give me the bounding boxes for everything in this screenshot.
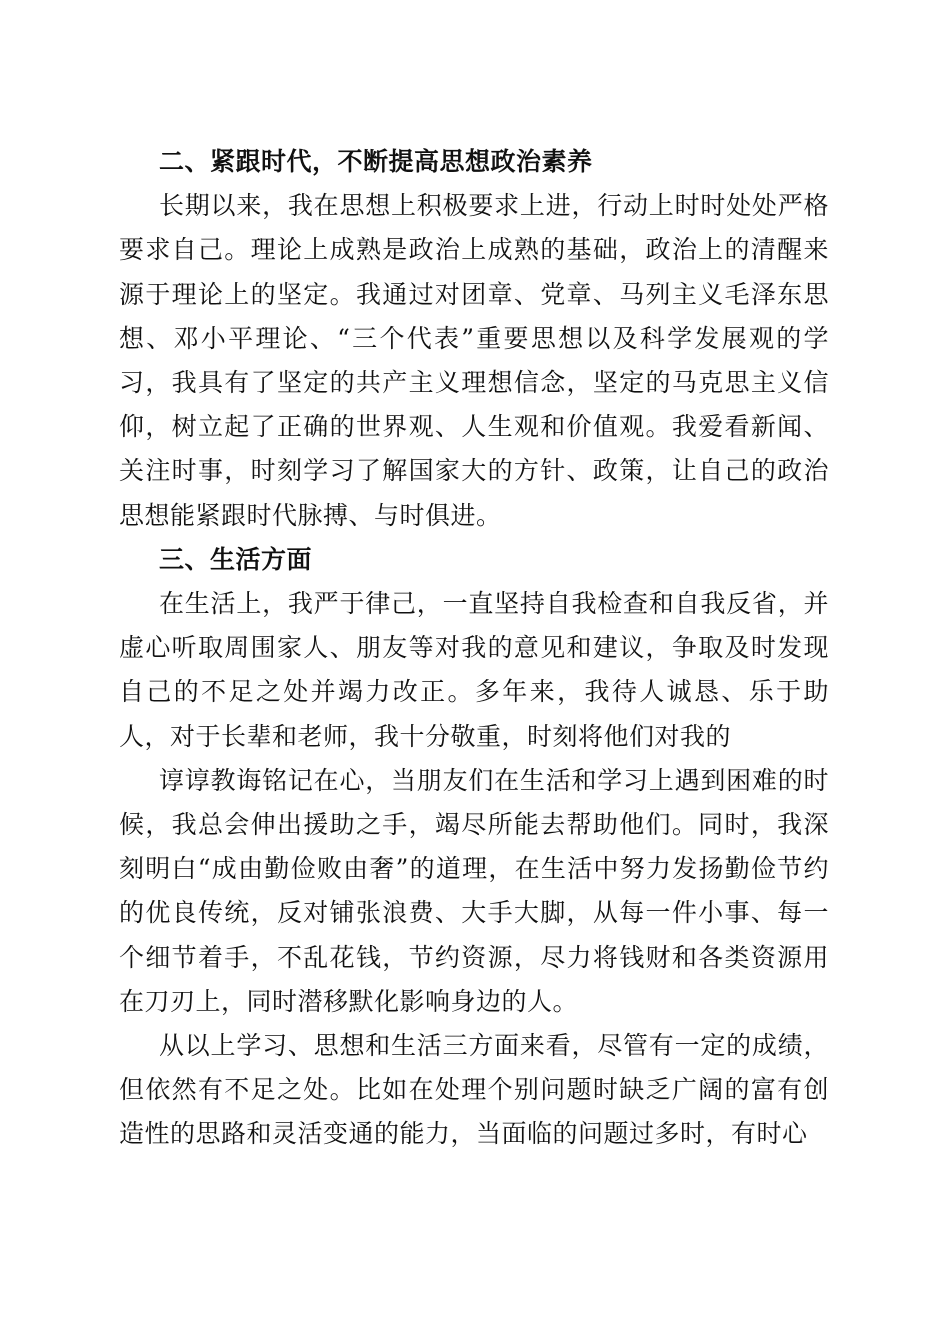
paragraph-politics: 长期以来，我在思想上积极要求上进，行动上时时处处严格要求自己。理论上成熟是政治上成熟的基础，政治上的清醒来源于理论上的坚定。我通过对团章、党章、马列主义毛泽东思想、邓小平理论、“三个代表”重要思想以及科学发展观的学习，我具有了坚定的共产主义理想信念，坚定的马克思主义信仰，树立起了正确的世界观、人生观和价值观。我爱看新闻、关注时事，时刻学习了解国家大的方针、政策，让自己的政治思想能紧跟时代脉搏、与时俱进。	[119, 191, 829, 530]
section-heading-life: 三、生活方面	[159, 544, 313, 574]
document-body	[119, 140, 829, 1157]
paragraph-life-2: 谆谆教诲铭记在心，当朋友们在生活和学习上遇到困难的时候，我总会伸出援助之手，竭尽所能去帮助他们。同时，我深刻明白“成由勤俭败由奢”的道理，在生活中努力发扬勤俭节约的优良传统，反对铺张浪费、大手大脚，从每一件小事、每一个细节着手，不乱花钱，节约资源，尽力将钱财和各类资源用在刀刃上，同时潜移默化影响身边的人。	[119, 765, 829, 1016]
paragraph-life-1: 在生活上，我严于律己，一直坚持自我检查和自我反省，并虚心听取周围家人、朋友等对我的意见和建议，争取及时发现自己的不足之处并竭力改正。多年来，我待人诚恳、乐于助人，对于长辈和老师，我十分敬重，时刻将他们对我的	[119, 589, 829, 751]
paragraph-summary: 从以上学习、思想和生活三方面来看，尽管有一定的成绩，但依然有不足之处。比如在处理个别问题时缺乏广阔的富有创造性的思路和灵活变通的能力，当面临的问题过多时，有时心	[119, 1031, 829, 1149]
section-heading-politics: 二、紧跟时代，不断提高思想政治素养	[159, 147, 593, 176]
